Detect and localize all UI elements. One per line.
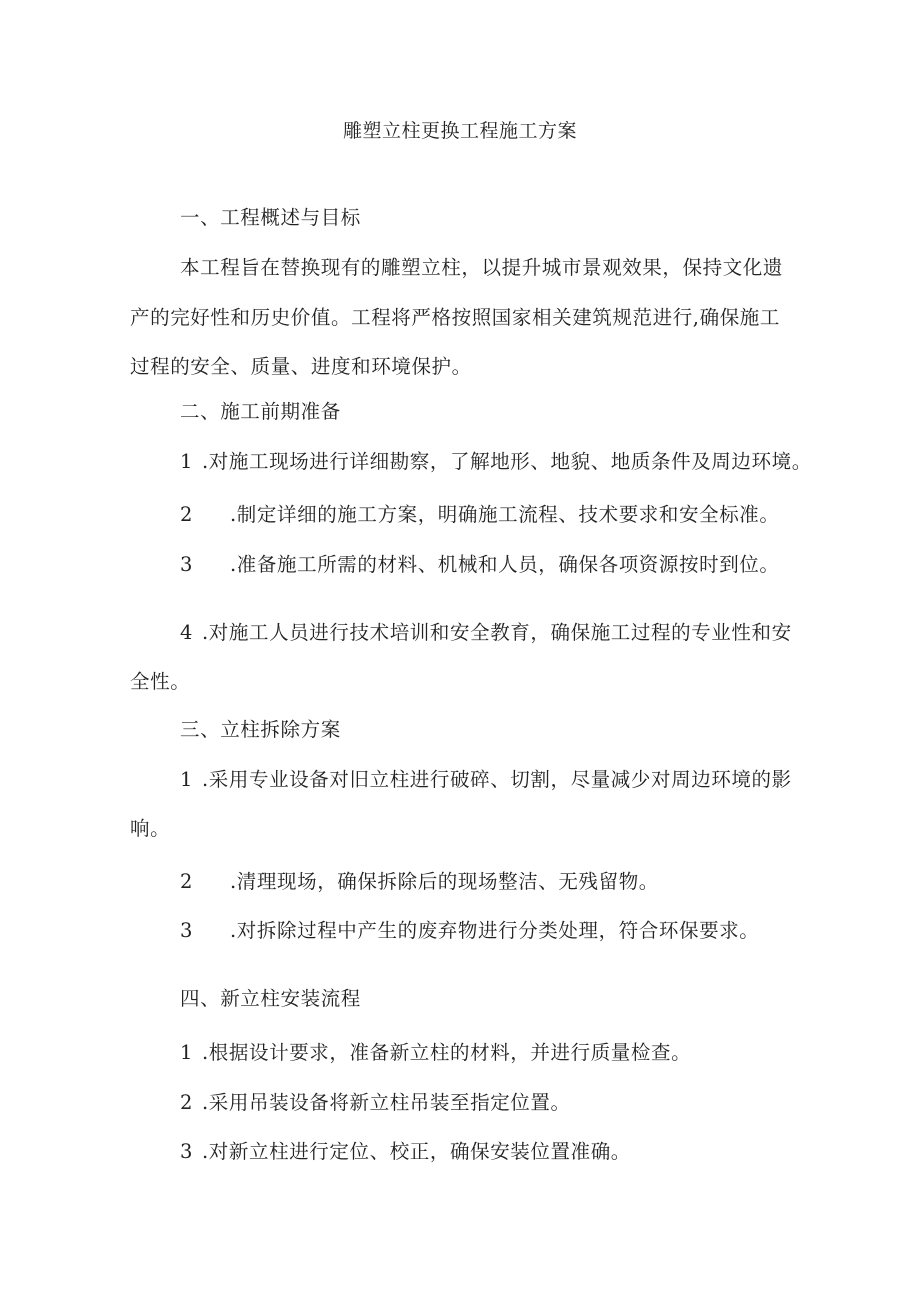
list-item-number: 1 xyxy=(180,768,194,791)
list-item-text: .对新立柱进行定位、校正，确保安装位置准确。 xyxy=(202,1140,631,1163)
list-item xyxy=(130,552,860,578)
list-item-number: 3 xyxy=(180,1140,194,1163)
list-item xyxy=(130,502,860,528)
list-item-text: .对施工现场进行详细勘察，了解地形、地貌、地质条件及周边环境。 xyxy=(202,450,812,473)
list-item-number: 2 xyxy=(180,1091,194,1114)
list-item-number: 3 xyxy=(180,919,194,942)
section-heading-4: 四、新立柱安装流程 xyxy=(180,987,361,1010)
list-item-text: .准备施工所需的材料、机械和人员，确保各项资源按时到位。 xyxy=(230,553,780,576)
list-item xyxy=(130,1090,860,1116)
list-item-text: .对施工人员进行技术培训和安全教育，确保施工过程的专业性和安 xyxy=(202,621,792,644)
list-item-number: 2 xyxy=(180,870,194,893)
paragraph-line: 过程的安全、质量、进度和环境保护。 xyxy=(130,355,472,378)
list-item xyxy=(130,449,860,475)
list-item xyxy=(130,767,860,793)
list-item xyxy=(130,1040,860,1066)
list-item-text: .制定详细的施工方案，明确施工流程、技术要求和安全标准。 xyxy=(230,503,780,526)
document-title: 雕塑立柱更换工程施工方案 xyxy=(342,120,577,142)
list-item-continuation: 响。 xyxy=(130,817,171,840)
list-item-number: 1 xyxy=(180,450,194,473)
paragraph-line: 本工程旨在替换现有的雕塑立柱，以提升城市景观效果，保持文化遗 xyxy=(180,256,784,279)
list-item xyxy=(130,1139,860,1165)
list-item xyxy=(130,620,860,646)
list-item-continuation: 全性。 xyxy=(130,670,191,693)
paragraph-line: 产的完好性和历史价值。工程将严格按照国家相关建筑规范进行,确保施工 xyxy=(130,306,780,329)
list-item-number: 2 xyxy=(180,503,194,526)
section-heading-2: 二、施工前期准备 xyxy=(180,400,341,423)
list-item-text: .采用专业设备对旧立柱进行破碎、切割，尽量减少对周边环境的影 xyxy=(202,768,792,791)
list-item-text: .根据设计要求，准备新立柱的材料，并进行质量检查。 xyxy=(202,1041,692,1064)
list-item-text: .对拆除过程中产生的废弃物进行分类处理，符合环保要求。 xyxy=(230,919,760,942)
list-item-text: .采用吊装设备将新立柱吊装至指定位置。 xyxy=(202,1091,571,1114)
section-heading-3: 三、立柱拆除方案 xyxy=(180,718,341,741)
section-heading-1: 一、工程概述与目标 xyxy=(180,206,361,229)
list-item xyxy=(130,869,860,895)
list-item-number: 4 xyxy=(180,621,194,644)
list-item xyxy=(130,918,860,944)
list-item-number: 1 xyxy=(180,1041,194,1064)
list-item-text: .清理现场，确保拆除后的现场整洁、无残留物。 xyxy=(230,870,659,893)
list-item-number: 3 xyxy=(180,553,194,576)
